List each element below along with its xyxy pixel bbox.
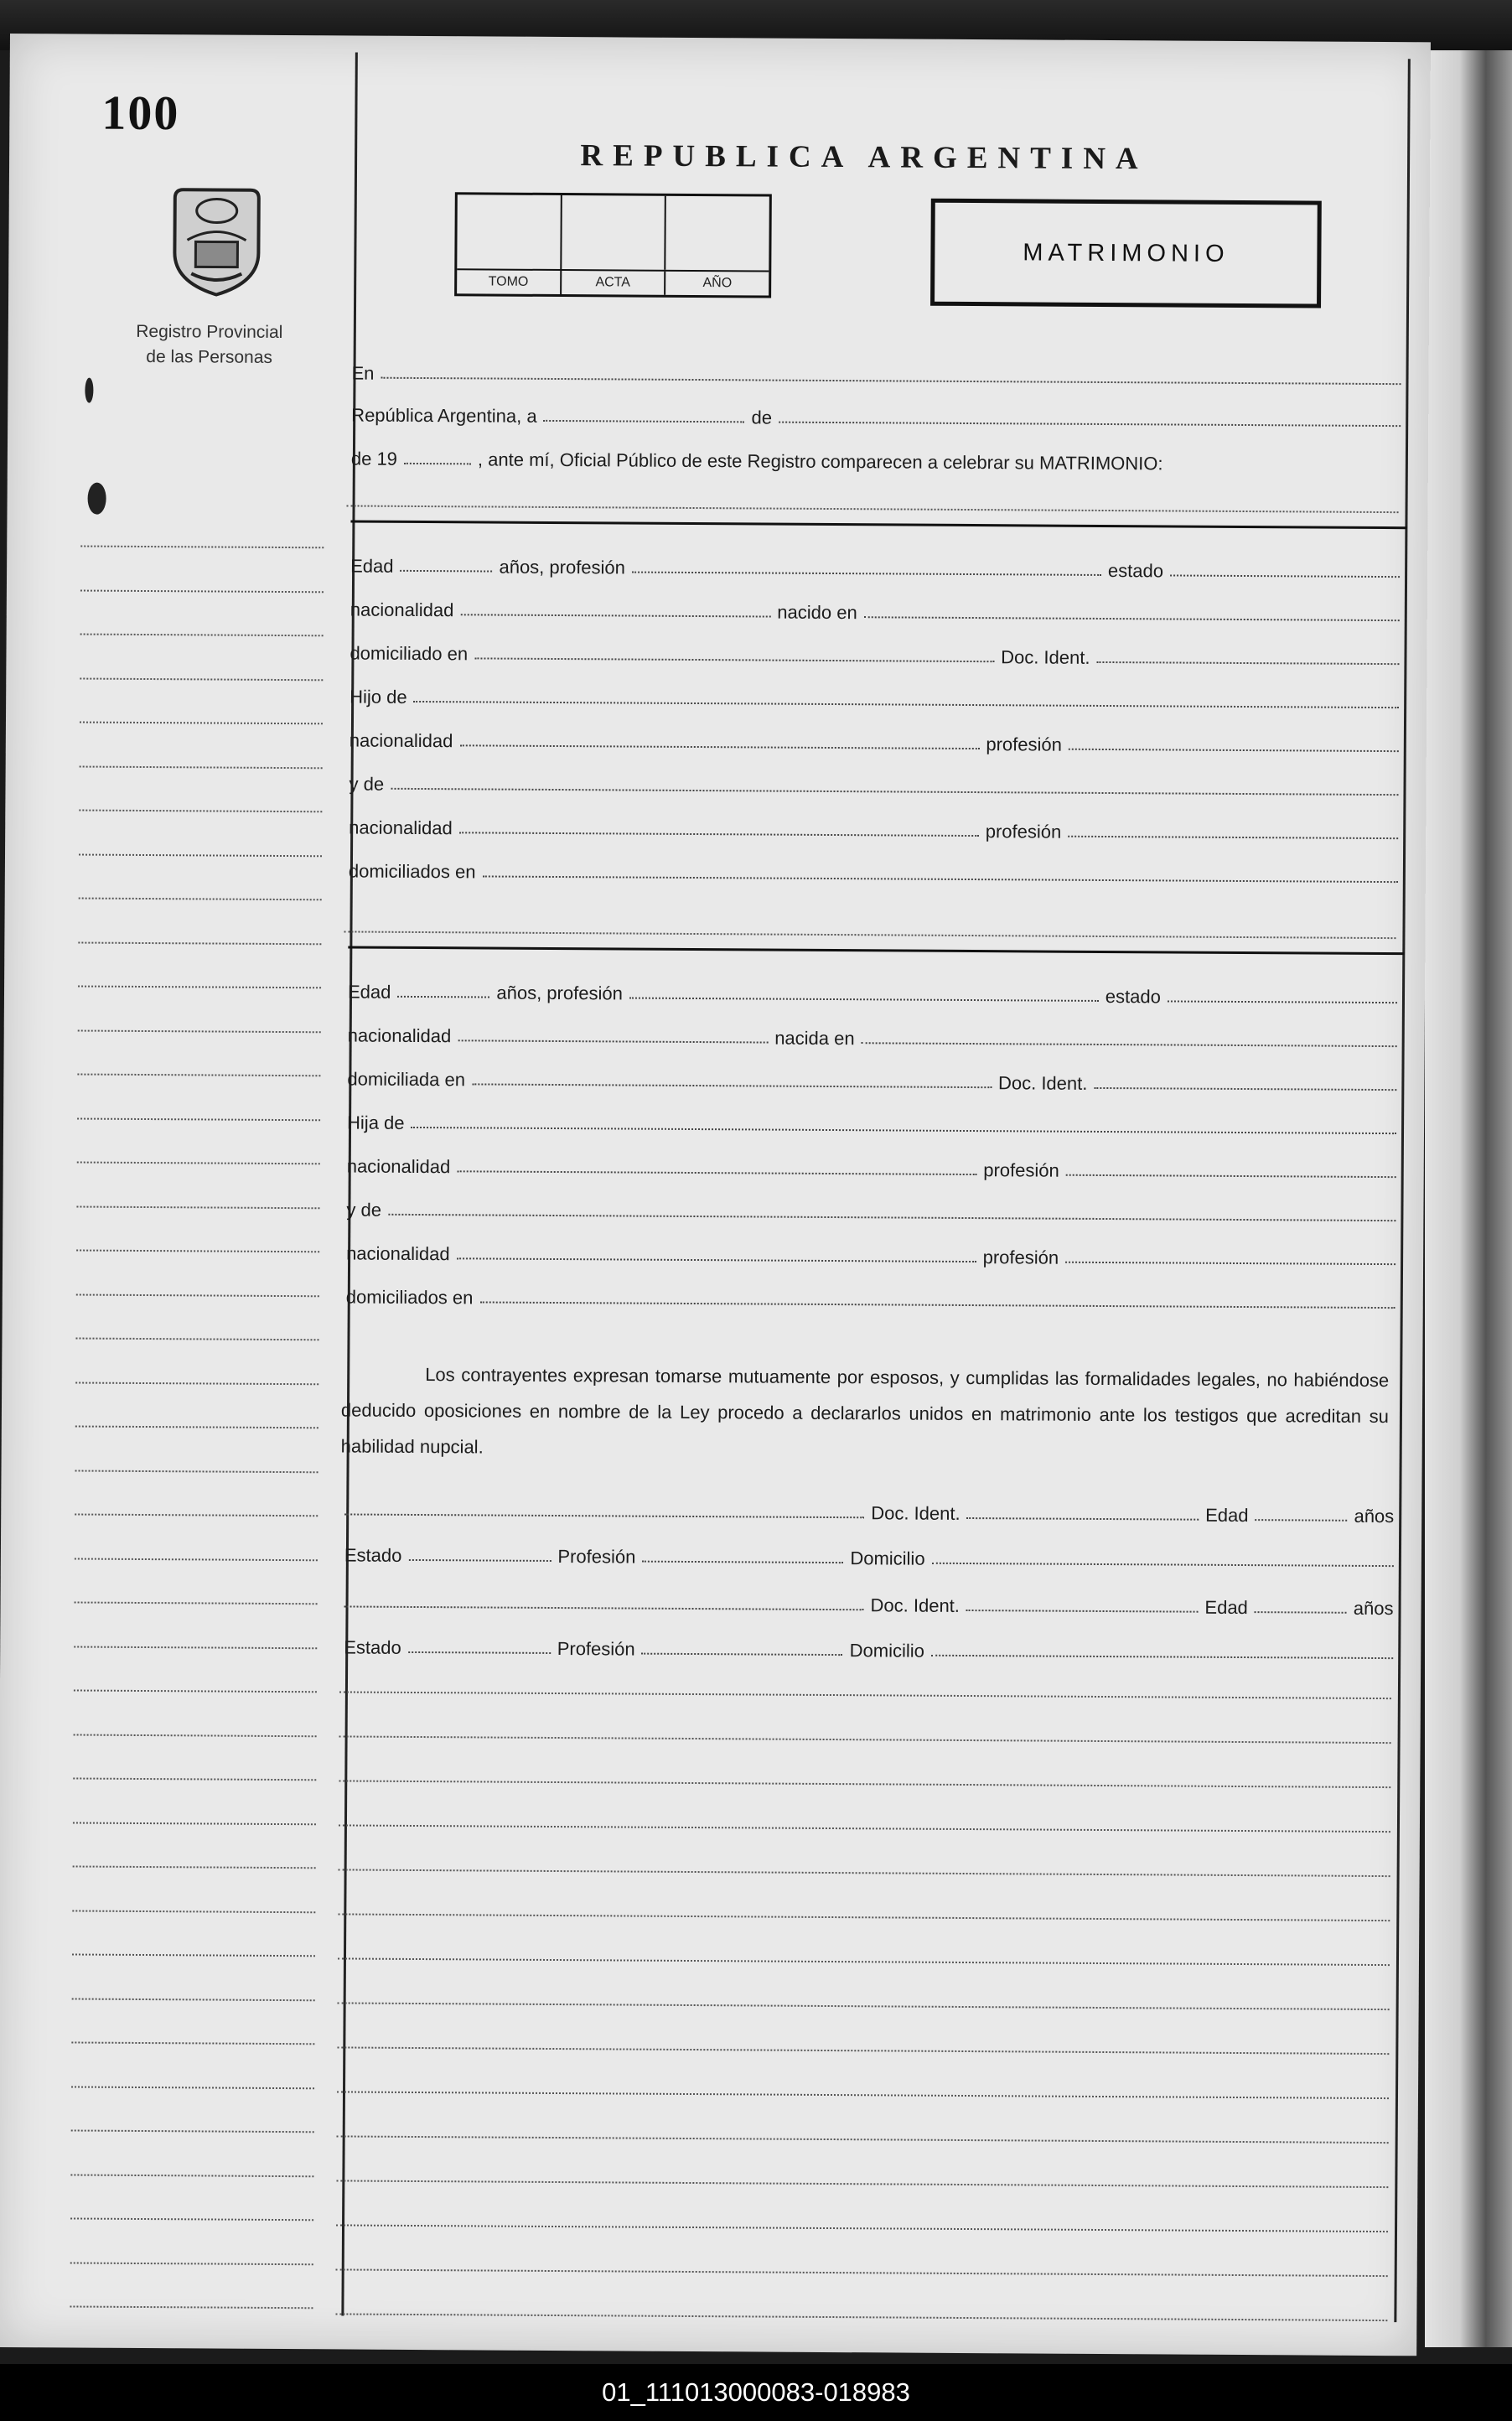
margin-ruled-line[interactable] [75,1558,318,1561]
witness2-age-field[interactable] [1255,1611,1347,1614]
margin-ruled-line[interactable] [75,1470,318,1473]
witness1-status-field[interactable] [408,1559,551,1562]
notes-ruled-line[interactable] [338,1913,1390,1921]
groom-mother-field[interactable] [391,788,1398,796]
groom-id-field[interactable] [1096,661,1399,665]
witness2-status-field[interactable] [408,1651,551,1654]
notes-ruled-line[interactable] [339,1735,1391,1744]
notes-ruled-line[interactable] [337,2046,1389,2055]
margin-ruled-line[interactable] [72,1910,315,1913]
margin-ruled-line[interactable] [70,2217,313,2221]
witness2-id-field[interactable] [966,1610,1199,1613]
margin-ruled-line[interactable] [77,1074,320,1077]
groom-birthplace-field[interactable] [864,616,1400,621]
right-border [1394,59,1410,2322]
day-field[interactable] [544,420,745,423]
bride-birthplace-field[interactable] [862,1042,1397,1047]
groom-father-field[interactable] [414,701,1400,708]
groom-mother-profession-field[interactable] [1068,836,1398,839]
act-type-box [930,199,1322,308]
bride-father-nationality-row: nacionalidad profesión [347,1147,1403,1184]
groom-mother-row: y de [349,765,1405,801]
margin-ruled-line[interactable] [71,2129,314,2133]
groom-parents-address-field[interactable] [483,875,1398,883]
intro-extra-line[interactable] [347,505,1399,513]
section-separator [350,520,1406,529]
section-separator [348,946,1404,955]
groom-father-nationality-row: nacionalidad profesión [350,721,1406,758]
notes-ruled-line[interactable] [339,1780,1390,1788]
groom-address-field[interactable] [474,657,994,662]
country-heading: REPUBLICA ARGENTINA [580,138,1148,177]
witness1-name-field[interactable] [344,1513,864,1518]
margin-divider [341,53,357,2316]
margin-ruled-line[interactable] [74,1690,317,1693]
page-number: 100 [101,85,180,141]
margin-ruled-line[interactable] [78,986,321,989]
groom-age-field[interactable] [400,570,492,573]
margin-ruled-line[interactable] [73,1865,316,1869]
margin-ruled-line[interactable] [71,2041,314,2045]
notes-ruled-line[interactable] [338,1957,1390,1966]
groom-extra-line[interactable] [344,931,1395,939]
margin-ruled-line[interactable] [70,2305,313,2309]
year-field[interactable] [404,463,471,464]
bride-father-profession-field[interactable] [1066,1174,1396,1178]
margin-ruled-line[interactable] [70,2174,313,2177]
bride-id-field[interactable] [1094,1087,1396,1091]
bride-father-field[interactable] [412,1127,1397,1134]
margin-ruled-line[interactable] [80,677,323,681]
acta-label: ACTA [562,271,666,295]
margin-ruled-line[interactable] [79,810,322,813]
tomo-cell[interactable] [457,194,562,269]
groom-father-row: Hijo de [350,677,1406,714]
bride-address-field[interactable] [472,1083,992,1088]
document-id: 01_111013000083-018983 [602,2377,910,2407]
notes-ruled-line[interactable] [337,2135,1389,2144]
margin-ruled-line[interactable] [75,1338,318,1341]
notes-ruled-line[interactable] [339,1824,1390,1833]
margin-ruled-line[interactable] [76,1293,319,1297]
margin-ruled-line[interactable] [76,1205,319,1209]
margin-ruled-line[interactable] [78,1029,321,1033]
intro-place-row: En [351,354,1407,391]
margin-ruled-line[interactable] [75,1514,318,1517]
margin-ruled-line[interactable] [78,941,321,945]
notes-ruled-line[interactable] [336,2180,1388,2188]
witness2-name-field[interactable] [344,1605,864,1610]
margin-ruled-line[interactable] [75,1382,318,1385]
margin-ruled-line[interactable] [73,1777,316,1781]
margin-ruled-line[interactable] [80,589,324,593]
groom-address-row: domiciliado en Doc. Ident. [350,634,1406,671]
bride-nationality-row: nacionalidad nacida en [348,1016,1404,1053]
witness1-id-field[interactable] [967,1517,1199,1521]
groom-father-nationality-field[interactable] [459,744,979,749]
place-field[interactable] [381,377,1401,385]
witness1-profession-field[interactable] [642,1561,843,1563]
bride-parents-address-field[interactable] [479,1301,1395,1309]
margin-ruled-line[interactable] [80,634,324,637]
margin-ruled-line[interactable] [79,853,322,857]
provincial-seal-icon [166,181,267,299]
month-field[interactable] [779,422,1401,428]
margin-ruled-line[interactable] [80,546,324,549]
bride-mother-profession-field[interactable] [1065,1262,1395,1265]
margin-ruled-line[interactable] [75,1602,318,1605]
bride-status-field[interactable] [1168,1000,1397,1003]
groom-mother-nationality-field[interactable] [459,832,979,837]
bride-nationality-field[interactable] [458,1039,768,1043]
intro-date-row: República Argentina, a de [351,396,1407,433]
bride-age-field[interactable] [397,996,489,998]
notes-ruled-line[interactable] [336,2224,1388,2232]
groom-nationality-field[interactable] [460,614,770,617]
notes-ruled-line[interactable] [339,1869,1390,1877]
groom-mother-nationality-row: nacionalidad profesión [349,808,1405,845]
bride-father-row: Hija de [347,1103,1403,1140]
groom-status-field[interactable] [1170,574,1400,578]
groom-profession-field[interactable] [632,572,1101,576]
witness1-id-row: Doc. Ident. Edad años [344,1490,1401,1527]
acta-cell[interactable] [562,195,666,270]
notes-ruled-line[interactable] [339,1691,1391,1699]
margin-ruled-line[interactable] [80,765,323,769]
notes-ruled-line[interactable] [338,2002,1390,2010]
margin-ruled-line[interactable] [75,1426,318,1429]
margin-ruled-line[interactable] [70,2262,313,2265]
bride-age-row: Edad años, profesión estado [348,972,1404,1009]
notes-ruled-line[interactable] [335,2313,1387,2321]
witness2-id-row: Doc. Ident. Edad años [344,1583,1400,1620]
witness1-age-field[interactable] [1255,1519,1347,1522]
notes-ruled-line[interactable] [337,2091,1389,2099]
margin-ruled-line[interactable] [77,1117,320,1121]
register-reference-box [454,192,772,298]
witness1-address-field[interactable] [932,1563,1394,1567]
groom-nationality-row: nacionalidad nacido en [350,590,1406,627]
act-type-title: MATRIMONIO [1023,238,1230,267]
tomo-label: TOMO [457,270,562,294]
bride-father-nationality-field[interactable] [457,1170,976,1175]
intro-officer-row: de 19 , ante mí, Oficial Público de este Registro comparecen a celebrar su MATRIMONIO: [350,448,1163,474]
witness1-details-row: Estado Profesión Domicilio [344,1536,1401,1573]
register-page [0,34,1431,2356]
witness2-profession-field[interactable] [642,1653,843,1656]
ano-label: AÑO [702,276,733,291]
bride-mother-row: y de [346,1190,1402,1227]
bride-mother-field[interactable] [388,1214,1395,1221]
declaration-paragraph: Los contrayentes expresan tomarse mutuamente por esposos, y cumplidas las formalidades legales, no habiéndose deducido oposiciones en nombre de la Ley procedo a declararlos unidos en matrimonio ante los testigos que acreditan su habilidad nupcial. [340,1364,1390,1458]
margin-ruled-line[interactable] [74,1734,317,1737]
ink-stain [87,483,106,515]
margin-ruled-line[interactable] [72,1953,315,1957]
margin-ruled-line[interactable] [72,1998,315,2001]
margin-ruled-line[interactable] [74,1646,317,1649]
bride-address-row: domiciliada en Doc. Ident. [347,1060,1403,1096]
bride-mother-nationality-field[interactable] [457,1257,976,1262]
witness2-details-row: Estado Profesión Domicilio [344,1628,1400,1665]
notes-ruled-line[interactable] [336,2268,1388,2277]
registry-office-label: Registro Provincial de las Personas [136,321,283,367]
book-spine [1425,50,1512,2347]
margin-ruled-line[interactable] [76,1250,319,1253]
margin-ruled-line[interactable] [71,2086,314,2089]
bride-mother-nationality-row: nacionalidad profesión [346,1234,1402,1271]
groom-father-profession-field[interactable] [1069,749,1399,752]
ink-stain [85,378,93,403]
ano-cell[interactable] [666,196,769,271]
margin-ruled-line[interactable] [77,1162,320,1165]
bride-profession-field[interactable] [629,998,1099,1002]
witness2-address-field[interactable] [931,1655,1393,1659]
groom-age-row: Edad años, profesión estado [350,547,1406,583]
margin-ruled-line[interactable] [73,1822,316,1825]
groom-parents-address-row: domiciliados en [349,852,1405,889]
margin-ruled-line[interactable] [80,722,323,725]
margin-ruled-line[interactable] [79,898,322,901]
bride-parents-address-row: domiciliados en [346,1278,1402,1314]
